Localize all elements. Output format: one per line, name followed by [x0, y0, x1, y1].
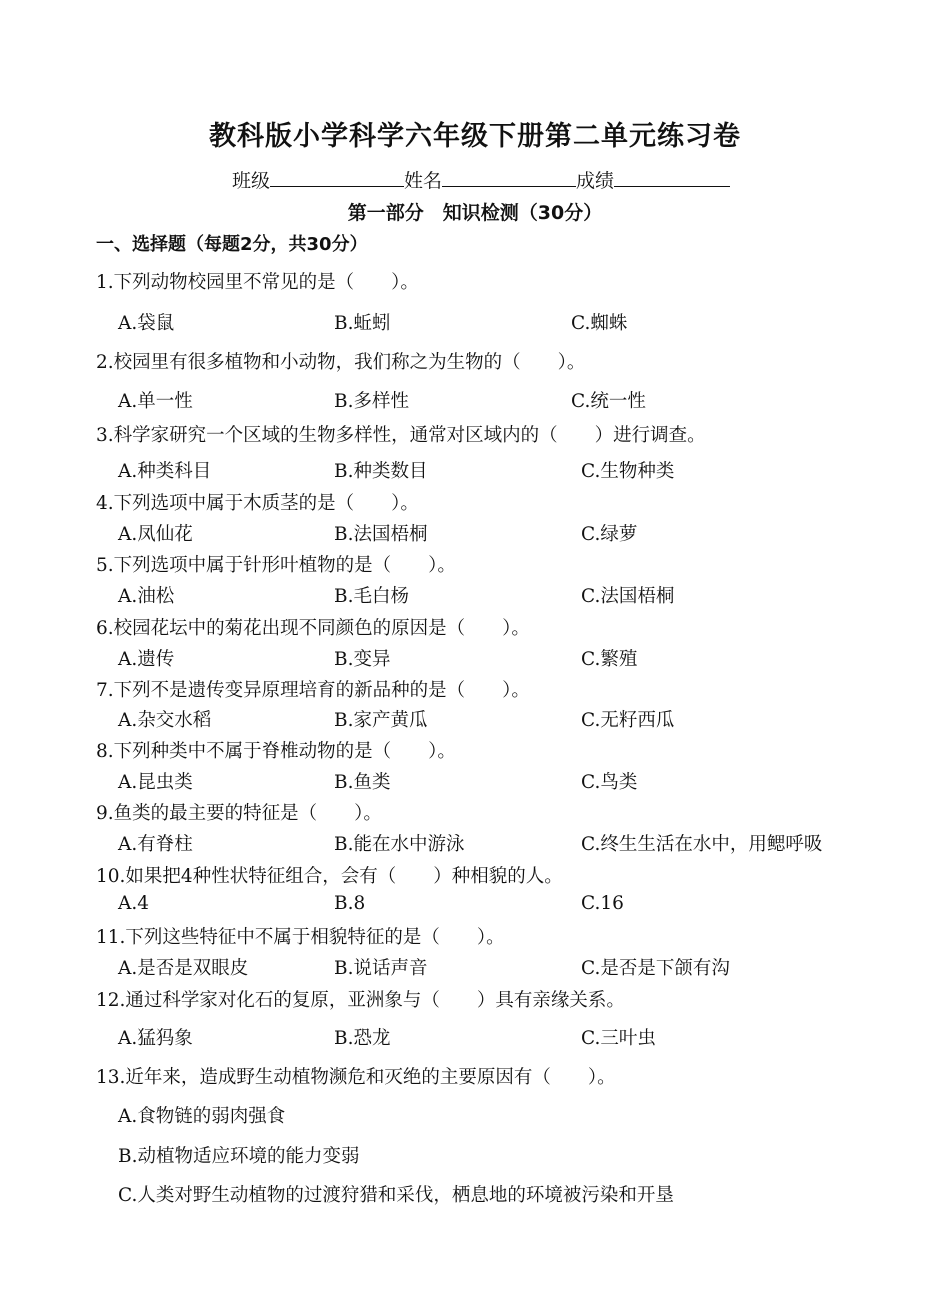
option-b[interactable]: B.变异 — [334, 649, 391, 670]
option-a[interactable]: A.是否是双眼皮 — [118, 958, 249, 979]
question-text: 12.通过科学家对化石的复原，亚洲象与（ ）具有亲缘关系。 — [96, 990, 625, 1011]
name-label: 姓名 — [404, 170, 443, 192]
question-text: 13.近年来，造成野生动植物濒危和灭绝的主要原因有（ ）。 — [96, 1067, 616, 1088]
question-text: 9.鱼类的最主要的特征是（ ）。 — [96, 803, 382, 824]
question-text: 1.下列动物校园里不常见的是（ ）。 — [96, 272, 419, 293]
option-b[interactable]: B.毛白杨 — [334, 586, 409, 607]
option-a[interactable]: A.袋鼠 — [118, 313, 175, 334]
option-c[interactable]: C.是否是下颌有沟 — [581, 958, 730, 979]
option-c[interactable]: C.绿萝 — [581, 524, 638, 545]
option-b[interactable]: B.家产黄瓜 — [334, 710, 428, 731]
option-c[interactable]: C.繁殖 — [581, 649, 638, 670]
option-a[interactable]: A.有脊柱 — [118, 834, 193, 855]
option-b[interactable]: B.8 — [334, 893, 366, 914]
page-title: 教科版小学科学六年级下册第二单元练习卷 — [209, 121, 741, 152]
question-text: 3.科学家研究一个区域的生物多样性，通常对区域内的（ ）进行调查。 — [96, 425, 706, 446]
option-a[interactable]: A.遗传 — [118, 649, 175, 670]
option-b[interactable]: B.法国梧桐 — [334, 524, 428, 545]
section-heading: 一、选择题（每题2分，共30分） — [96, 234, 368, 255]
option-a[interactable]: A.油松 — [118, 586, 175, 607]
option-c[interactable]: C.16 — [581, 893, 624, 914]
part-heading: 第一部分 知识检测（30分） — [347, 202, 603, 224]
option-c[interactable]: C.法国梧桐 — [581, 586, 675, 607]
option-a[interactable]: A.食物链的弱肉强食 — [118, 1106, 286, 1127]
question-text: 10.如果把4种性状特征组合，会有（ ）种相貌的人。 — [96, 866, 563, 887]
score-label: 成绩 — [576, 170, 615, 192]
option-b[interactable]: B.恐龙 — [334, 1028, 391, 1049]
score-blank[interactable] — [614, 166, 730, 187]
class-label: 班级 — [232, 170, 271, 192]
option-a[interactable]: A.昆虫类 — [118, 772, 193, 793]
name-blank[interactable] — [442, 166, 576, 187]
option-a[interactable]: A.单一性 — [118, 391, 193, 412]
option-c[interactable]: C.鸟类 — [581, 772, 638, 793]
option-b[interactable]: B.能在水中游泳 — [334, 834, 465, 855]
option-c[interactable]: C.三叶虫 — [581, 1028, 656, 1049]
option-a[interactable]: A.4 — [118, 893, 150, 914]
option-a[interactable]: A.凤仙花 — [118, 524, 193, 545]
option-c[interactable]: C.终生生活在水中，用鳃呼吸 — [581, 834, 823, 855]
option-b[interactable]: B.种类数目 — [334, 461, 428, 482]
option-b[interactable]: B.多样性 — [334, 391, 409, 412]
student-info-line — [232, 166, 730, 193]
option-a[interactable]: A.杂交水稻 — [118, 710, 212, 731]
question-text: 6.校园花坛中的菊花出现不同颜色的原因是（ ）。 — [96, 618, 530, 639]
option-b[interactable]: B.鱼类 — [334, 772, 391, 793]
option-c[interactable]: C.生物种类 — [581, 461, 675, 482]
option-a[interactable]: A.猛犸象 — [118, 1028, 193, 1049]
option-c[interactable]: C.人类对野生动植物的过渡狩猎和采伐，栖息地的环境被污染和开垦 — [118, 1185, 674, 1206]
question-text: 8.下列种类中不属于脊椎动物的是（ ）。 — [96, 741, 456, 762]
option-b[interactable]: B.蚯蚓 — [334, 313, 391, 334]
class-blank[interactable] — [270, 166, 404, 187]
option-b[interactable]: B.说话声音 — [334, 958, 428, 979]
question-text: 7.下列不是遗传变异原理培育的新品种的是（ ）。 — [96, 680, 530, 701]
question-text: 2.校园里有很多植物和小动物，我们称之为生物的（ ）。 — [96, 352, 586, 373]
question-text: 4.下列选项中属于木质茎的是（ ）。 — [96, 493, 419, 514]
option-b[interactable]: B.动植物适应环境的能力变弱 — [118, 1146, 360, 1167]
option-c[interactable]: C.无籽西瓜 — [581, 710, 675, 731]
option-c[interactable]: C.蜘蛛 — [571, 313, 628, 334]
option-a[interactable]: A.种类科目 — [118, 461, 212, 482]
question-text: 11.下列这些特征中不属于相貌特征的是（ ）。 — [96, 927, 505, 948]
question-text: 5.下列选项中属于针形叶植物的是（ ）。 — [96, 555, 456, 576]
option-c[interactable]: C.统一性 — [571, 391, 646, 412]
